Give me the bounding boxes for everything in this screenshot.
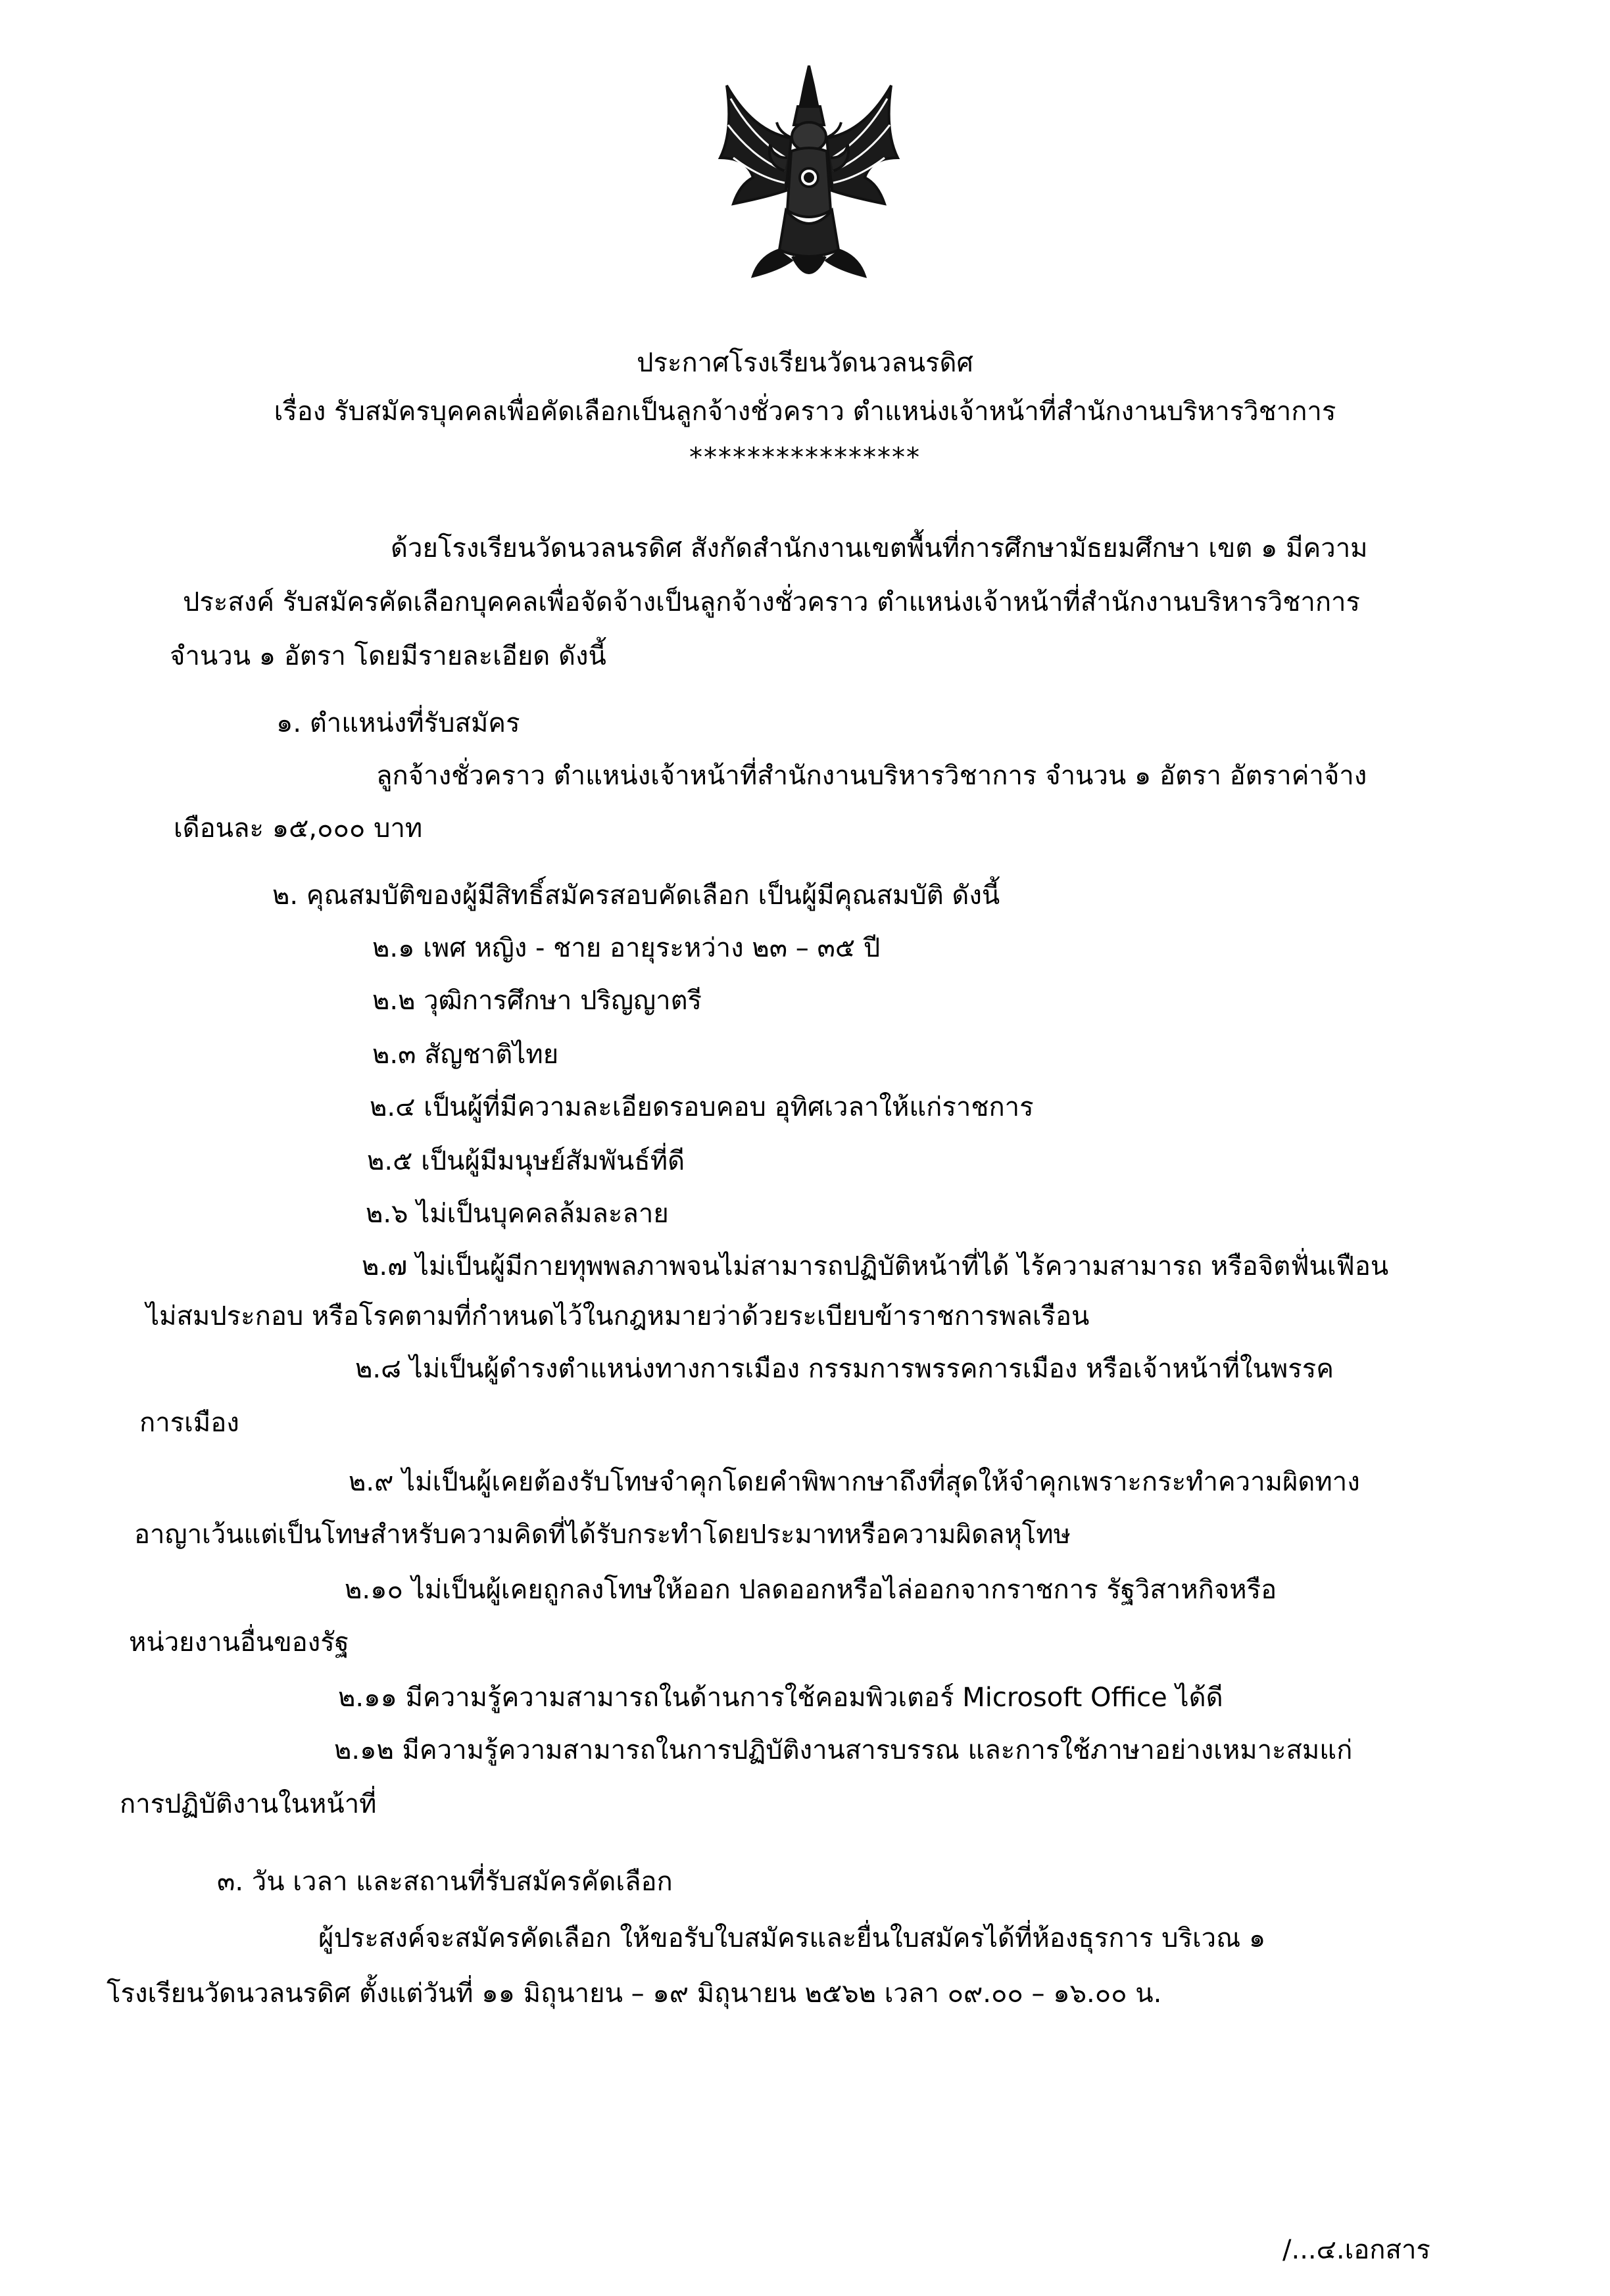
page-continuation-note: /...๔.เอกสาร	[1282, 2235, 1430, 2265]
section2-heading: ๒. คุณสมบัติของผู้มีสิทธิ์สมัครสอบคัดเลือก เป็นผู้มีคุณสมบัติ ดังนี้	[272, 880, 1000, 911]
section1-line-2: เดือนละ ๑๕,๐๐๐ บาท	[174, 813, 423, 844]
intro-line-3: จำนวน ๑ อัตรา โดยมีรายละเอียด ดังนี้	[170, 641, 606, 671]
section2-item: ๒.๘ ไม่เป็นผู้ดำรงตำแหน่งทางการเมือง กรรมการพรรคการเมือง หรือเจ้าหน้าที่ในพรรค	[355, 1354, 1334, 1384]
section2-item: ๒.๑ เพศ หญิง - ชาย อายุระหว่าง ๒๓ – ๓๕ ปี	[372, 933, 881, 963]
section2-item-continuation: ไม่สมประกอบ หรือโรคตามที่กำหนดไว้ในกฎหมายว่าด้วยระเบียบข้าราชการพลเรือน	[146, 1301, 1090, 1331]
section2-item: ๒.๒ วุฒิการศึกษา ปริญญาตรี	[372, 986, 702, 1016]
section3-line-2: โรงเรียนวัดนวลนรดิศ ตั้งแต่วันที่ ๑๑ มิถุนายน – ๑๙ มิถุนายน ๒๕๖๒ เวลา ๐๙.๐๐ – ๑๖.๐๐ น.	[107, 1978, 1162, 2009]
section2-item: ๒.๖ ไม่เป็นบุคคลล้มละลาย	[366, 1199, 669, 1229]
section1-line-1: ลูกจ้างชั่วคราว ตำแหน่งเจ้าหน้าที่สำนักงานบริหารวิชาการ จำนวน ๑ อัตรา อัตราค่าจ้าง	[376, 761, 1367, 791]
section2-item: ๒.๑๑ มีความรู้ความสามารถในด้านการใช้คอมพิวเตอร์ Microsoft Office ได้ดี	[338, 1683, 1223, 1713]
section2-item: ๒.๑๒ มีความรู้ความสามารถในการปฏิบัติงานสารบรรณ และการใช้ภาษาอย่างเหมาะสมแก่	[334, 1735, 1353, 1765]
intro-line-2: ประสงค์ รับสมัครคัดเลือกบุคคลเพื่อจัดจ้างเป็นลูกจ้างชั่วคราว ตำแหน่งเจ้าหน้าที่สำนักงานบริหารวิชาการ	[183, 587, 1360, 617]
section2-item: ๒.๑๐ ไม่เป็นผู้เคยถูกลงโทษให้ออก ปลดออกหรือไล่ออกจากราชการ รัฐวิสาหกิจหรือ	[345, 1575, 1277, 1605]
section2-item-continuation: หน่วยงานอื่นของรัฐ	[129, 1627, 349, 1658]
section2-item: ๒.๙ ไม่เป็นผู้เคยต้องรับโทษจำคุกโดยคำพิพากษาถึงที่สุดให้จำคุกเพราะกระทำความผิดทาง	[349, 1467, 1360, 1497]
section2-item: ๒.๗ ไม่เป็นผู้มีกายทุพพลภาพจนไม่สามารถปฏิบัติหน้าที่ได้ ไร้ความสามารถ หรือจิตฟั่นเฟือน	[362, 1251, 1389, 1281]
section2-item-continuation: การปฏิบัติงานในหน้าที่	[120, 1789, 377, 1819]
section2-item-continuation: อาญาเว้นแต่เป็นโทษสำหรับความคิดที่ได้รับกระทำโดยประมาทหรือความผิดลหุโทษ	[134, 1519, 1071, 1550]
section2-item: ๒.๔ เป็นผู้ที่มีความละเอียดรอบคอบ อุทิศเวลาให้แก่ราชการ	[370, 1092, 1034, 1122]
section3-line-1: ผู้ประสงค์จะสมัครคัดเลือก ให้ขอรับใบสมัครและยื่นใบสมัครได้ที่ห้องธุรการ บริเวณ ๑	[318, 1923, 1266, 1953]
section2-item: ๒.๕ เป็นผู้มีมนุษย์สัมพันธ์ที่ดี	[367, 1146, 685, 1176]
section3-heading: ๓. วัน เวลา และสถานที่รับสมัครคัดเลือก	[217, 1867, 673, 1897]
section1-heading: ๑. ตำแหน่งที่รับสมัคร	[276, 708, 520, 738]
intro-line-1: ด้วยโรงเรียนวัดนวลนรดิศ สังกัดสำนักงานเขตพื้นที่การศึกษามัธยมศึกษา เขต ๑ มีความ	[391, 533, 1368, 563]
section2-item: ๒.๓ สัญชาติไทย	[372, 1040, 559, 1070]
announcement-org-title: ประกาศโรงเรียนวัดนวลนรดิศ	[637, 348, 973, 378]
header-separator: ****************	[689, 442, 921, 473]
announcement-subject: เรื่อง รับสมัครบุคคลเพื่อคัดเลือกเป็นลูกจ้างชั่วคราว ตำแหน่งเจ้าหน้าที่สำนักงานบริหารวิชาการ	[274, 396, 1336, 427]
section2-item-continuation: การเมือง	[139, 1408, 239, 1438]
garuda-emblem-icon	[714, 59, 904, 296]
